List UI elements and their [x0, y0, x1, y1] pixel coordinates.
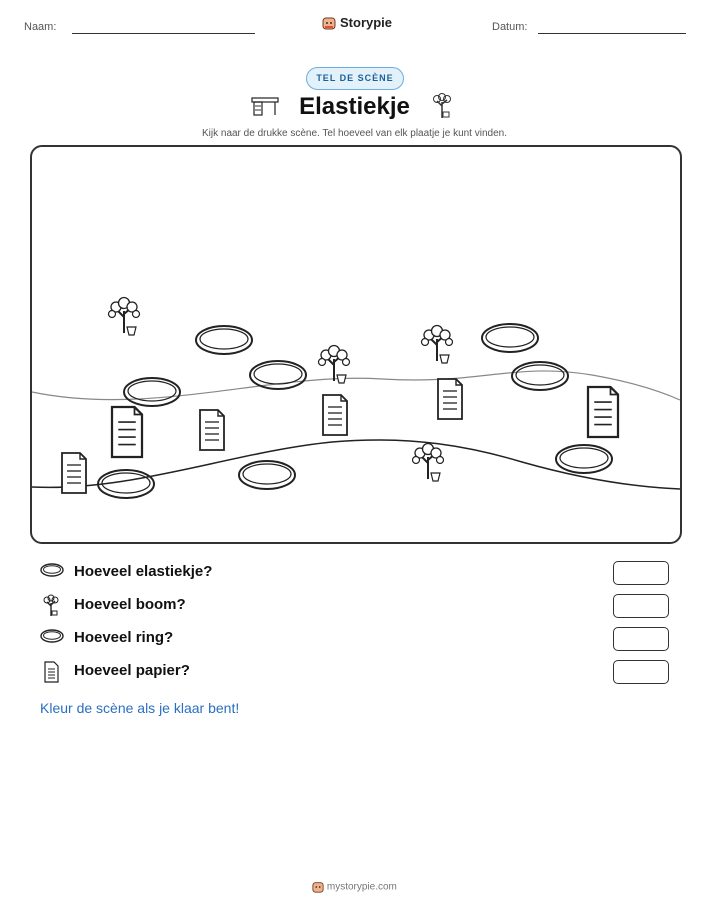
rubber-band-icon	[40, 561, 64, 581]
footer-url[interactable]: mystorypie.com	[326, 881, 397, 893]
scene-tree	[413, 444, 444, 482]
question-row	[40, 561, 670, 585]
instructions: Kijk naar de drukke scène. Tel hoeveel van elk plaatje je kunt vinden.	[201, 128, 507, 139]
name-line[interactable]	[72, 33, 255, 34]
question-text: Hoeveel papier?	[74, 662, 190, 679]
scene-tree	[319, 346, 350, 384]
ring-icon	[40, 627, 64, 647]
scene-ring	[482, 324, 538, 352]
scene-paper	[200, 410, 224, 450]
scene-rubber-band	[196, 326, 252, 354]
scene-paper	[112, 407, 142, 457]
scene-paper	[588, 387, 618, 437]
scene-paper	[323, 395, 347, 435]
page-title: Elastiekje	[299, 93, 410, 120]
storypie-mascot-icon	[322, 16, 336, 30]
paper-icon	[40, 660, 64, 684]
answer-box[interactable]	[613, 660, 669, 684]
scene-drawing	[32, 147, 680, 542]
counting-scene[interactable]	[30, 145, 682, 544]
question-text: Hoeveel ring?	[74, 629, 174, 646]
question-row	[40, 660, 670, 684]
scene-rubber-band	[239, 461, 295, 489]
answer-box[interactable]	[613, 561, 669, 585]
question-text: Hoeveel elastiekje?	[74, 563, 213, 580]
coloring-instruction: Kleur de scène als je klaar bent!	[40, 700, 240, 716]
tree-icon	[40, 594, 64, 618]
question-text: Hoeveel boom?	[74, 596, 186, 613]
answer-box[interactable]	[613, 594, 669, 618]
scene-tree	[422, 326, 453, 364]
date-label: Datum:	[492, 21, 528, 33]
activity-badge: TEL DE SCÈNE	[306, 67, 404, 90]
scene-rubber-band	[250, 361, 306, 389]
date-line[interactable]	[538, 33, 686, 34]
name-label: Naam:	[24, 21, 57, 33]
scene-paper	[438, 379, 462, 419]
scene-rubber-band	[512, 362, 568, 390]
storypie-mascot-icon	[312, 881, 324, 893]
question-row	[40, 627, 670, 651]
scene-tree	[109, 298, 140, 336]
scene-ring	[556, 445, 612, 473]
brand-logo	[322, 15, 392, 30]
answer-box[interactable]	[613, 627, 669, 651]
scene-ring	[124, 378, 180, 406]
question-row	[40, 594, 670, 618]
scene-paper	[62, 453, 86, 493]
brand-name: Storypie	[340, 15, 393, 30]
tree-icon	[430, 92, 454, 120]
footer	[0, 881, 709, 893]
